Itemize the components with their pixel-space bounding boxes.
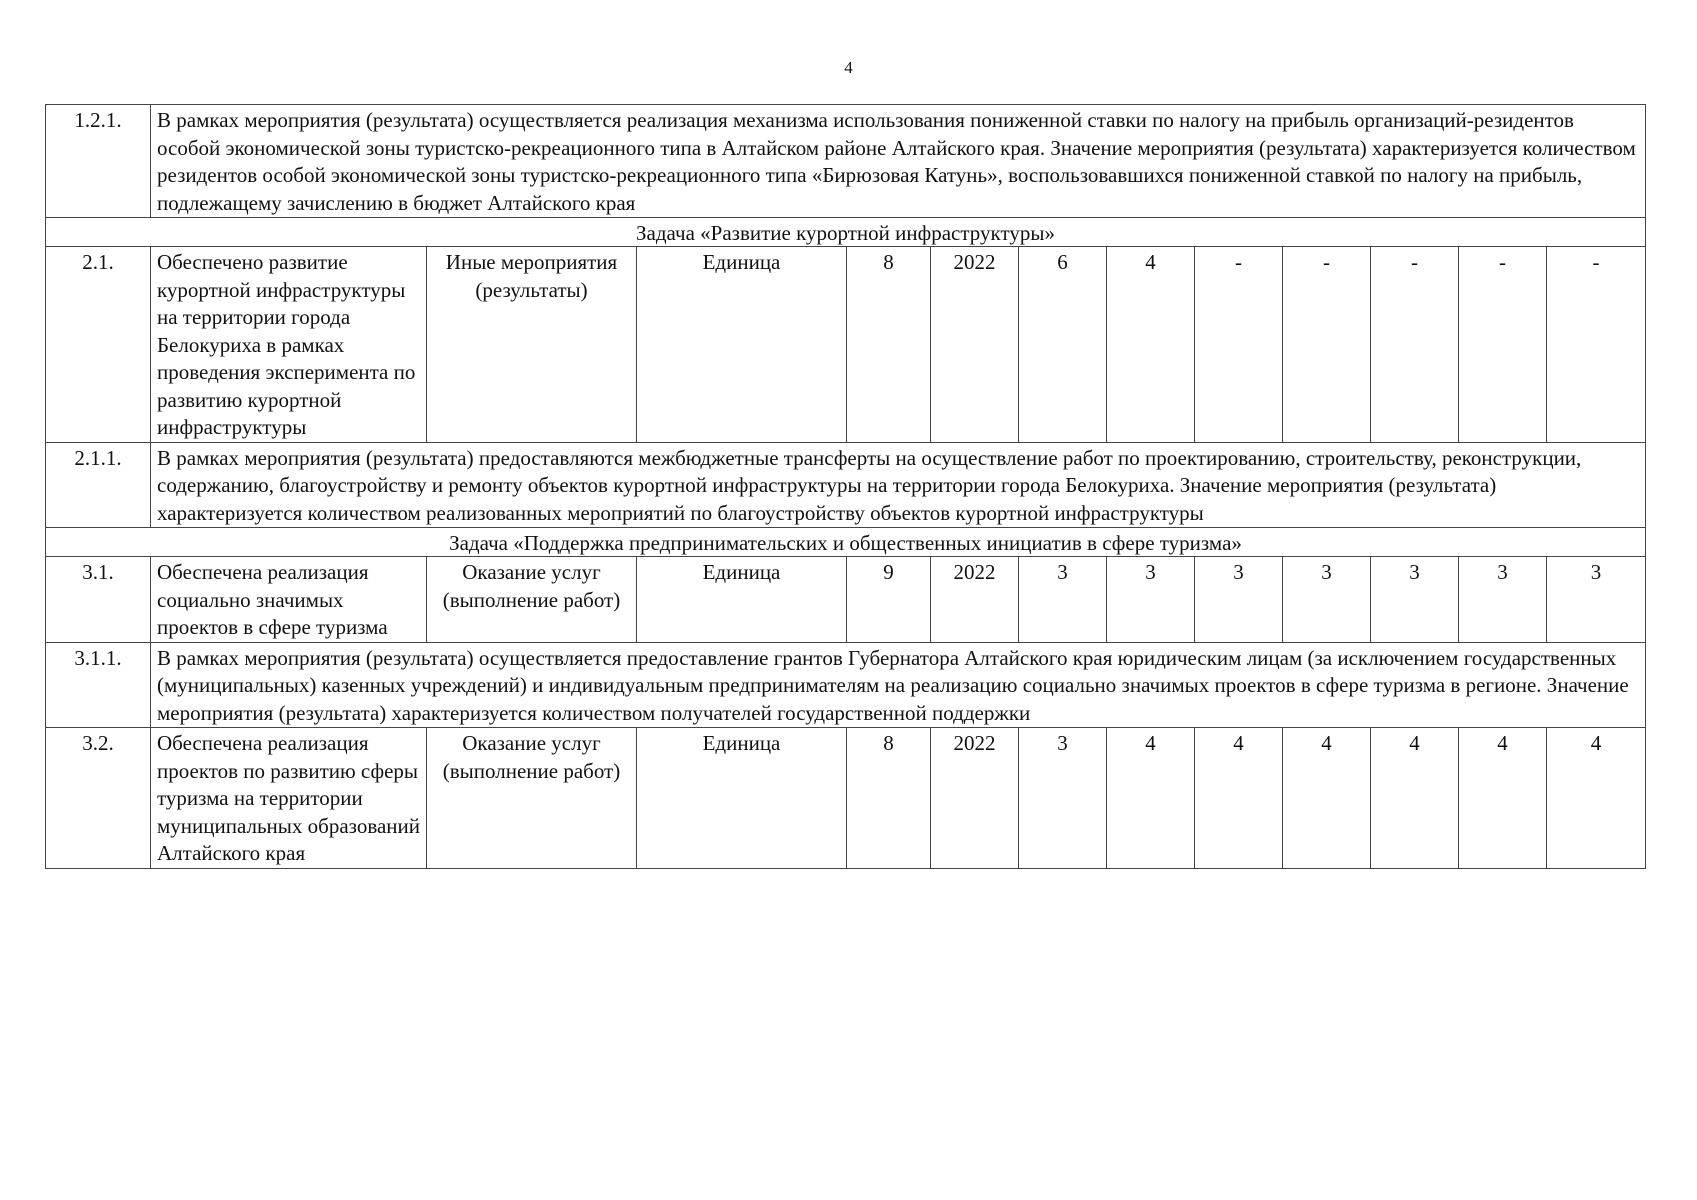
row-description: В рамках мероприятия (результата) осуществляется предоставление грантов Губернатора Алтайского края юридическим лицам (за исключением государственных (муниципальных) казенных учреждений) и индивидуальным предпринимателям на реализацию социально значимых проектов в сфере туризма в регионе. Значение мероприятия (результата) характеризуется количеством получателей государственной поддержки [151,642,1646,728]
table-row [46,247,1646,443]
page-number: 4 [844,58,853,77]
value-cell: 4 [1107,728,1195,869]
value-cell: - [1371,247,1459,443]
task-title: Задача «Развитие курортной инфраструктуры» [46,218,1646,247]
result-type: Оказание услуг (выполнение работ) [427,557,637,643]
value-cell: 3 [1107,557,1195,643]
task-header-row [46,528,1646,557]
unit-code: 8 [847,247,931,443]
value-cell: 3 [1019,728,1107,869]
value-cell: 6 [1019,247,1107,443]
row-number: 3.1. [46,557,151,643]
base-year: 2022 [931,247,1019,443]
value-cell: 3 [1459,557,1547,643]
row-number: 2.1.1. [46,442,151,528]
base-year: 2022 [931,728,1019,869]
value-cell: - [1459,247,1547,443]
task-header-row [46,218,1646,247]
table-row [46,105,1646,218]
value-cell: 4 [1107,247,1195,443]
row-number: 1.2.1. [46,105,151,218]
unit-of-measure: Единица [637,728,847,869]
value-cell: 4 [1459,728,1547,869]
row-description: В рамках мероприятия (результата) предоставляются межбюджетные трансферты на осуществление работ по проектированию, строительству, реконструкции, содержанию, благоустройству и ремонту объектов курортной инфраструктуры на территории города Белокуриха. Значение мероприятия (результата) характеризуется количеством реализованных мероприятий по благоустройству объектов курортной инфраструктуры [151,442,1646,528]
unit-of-measure: Единица [637,247,847,443]
table-row [46,442,1646,528]
unit-code: 8 [847,728,931,869]
row-number: 3.2. [46,728,151,869]
indicators-table [45,104,1646,869]
base-year: 2022 [931,557,1019,643]
value-cell: 4 [1195,728,1283,869]
value-cell: 3 [1371,557,1459,643]
value-cell: 4 [1371,728,1459,869]
row-number: 2.1. [46,247,151,443]
row-description: В рамках мероприятия (результата) осуществляется реализация механизма использования пониженной ставки по налогу на прибыль организаций-резидентов особой экономической зоны туристско-рекреационного типа в Алтайском районе Алтайского края. Значение мероприятия (результата) характеризуется количеством резидентов особой экономической зоны туристско-рекреационного типа «Бирюзовая Катунь», воспользовавшихся пониженной ставкой по налогу на прибыль, подлежащему зачислению в бюджет Алтайского края [151,105,1646,218]
table-row [46,642,1646,728]
table-row [46,728,1646,869]
table-row [46,557,1646,643]
result-name: Обеспечено развитие курортной инфраструктуры на территории города Белокуриха в рамках проведения эксперимента по развитию курортной инфраструктуры [151,247,427,443]
value-cell: 3 [1547,557,1646,643]
task-title: Задача «Поддержка предпринимательских и общественных инициатив в сфере туризма» [46,528,1646,557]
value-cell: - [1195,247,1283,443]
value-cell: 3 [1283,557,1371,643]
value-cell: - [1547,247,1646,443]
result-type: Оказание услуг (выполнение работ) [427,728,637,869]
result-type: Иные мероприятия (результаты) [427,247,637,443]
unit-code: 9 [847,557,931,643]
value-cell: - [1283,247,1371,443]
unit-of-measure: Единица [637,557,847,643]
value-cell: 4 [1547,728,1646,869]
value-cell: 3 [1195,557,1283,643]
value-cell: 3 [1019,557,1107,643]
value-cell: 4 [1283,728,1371,869]
result-name: Обеспечена реализация социально значимых проектов в сфере туризма [151,557,427,643]
row-number: 3.1.1. [46,642,151,728]
result-name: Обеспечена реализация проектов по развитию сферы туризма на территории муниципальных образований Алтайского края [151,728,427,869]
